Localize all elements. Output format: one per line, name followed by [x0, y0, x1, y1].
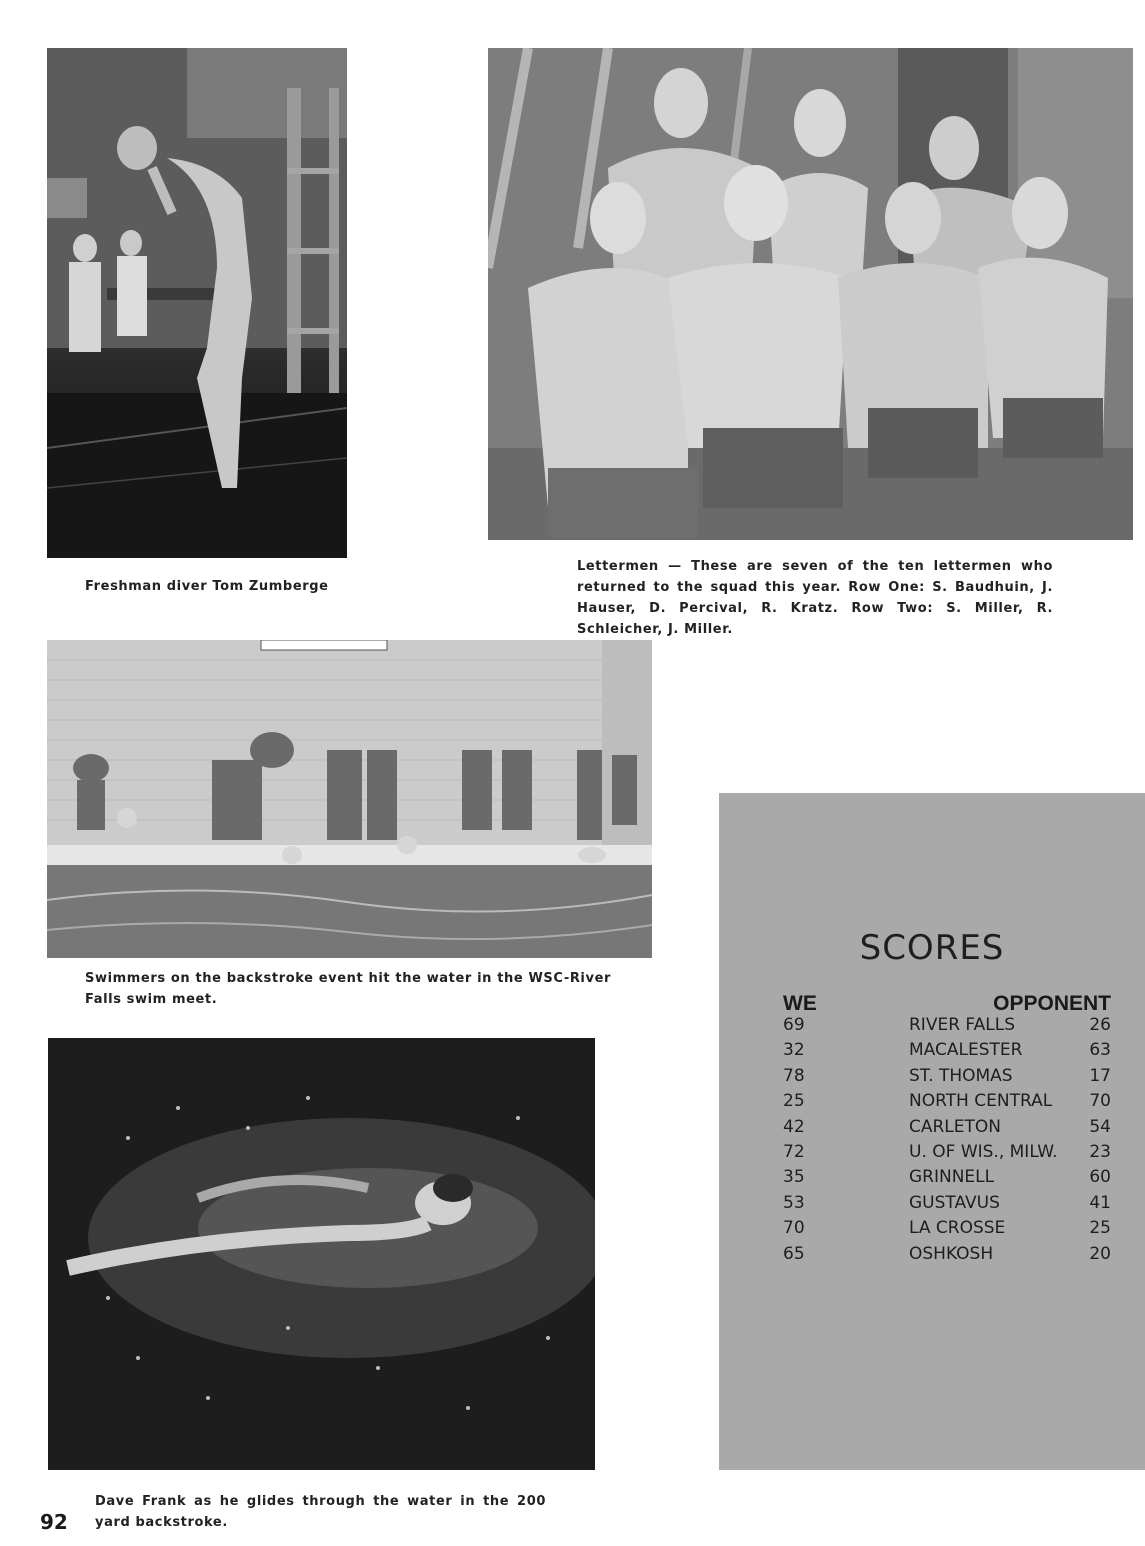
our-score: 35	[783, 1167, 805, 1188]
diver-caption: Freshman diver Tom Zumberge	[85, 579, 329, 594]
opponent-score: 25	[1089, 1218, 1111, 1239]
backstroke-start-photo	[47, 640, 652, 958]
lettermen-photo-illustration	[488, 48, 1133, 540]
our-score: 72	[783, 1141, 805, 1162]
scores-header-opponent: OPPONENT	[993, 992, 1111, 1015]
opponent-name: NORTH CENTRAL	[909, 1091, 1053, 1112]
opponent-score: 26	[1089, 1015, 1111, 1035]
our-score: 53	[783, 1192, 805, 1213]
score-row	[783, 1091, 1111, 1116]
score-row	[783, 1167, 1111, 1192]
scores-panel	[719, 793, 1145, 1470]
our-score: 78	[783, 1065, 805, 1086]
opponent-name: RIVER FALLS	[909, 1015, 1015, 1035]
scores-table	[783, 1015, 1111, 1269]
opponent-name: CARLETON	[909, 1116, 1002, 1137]
opponent-score: 54	[1089, 1116, 1111, 1137]
opponent-score: 17	[1089, 1065, 1111, 1086]
score-row	[783, 1015, 1111, 1040]
opponent-score: 63	[1089, 1040, 1111, 1061]
scores-title: SCORES	[859, 928, 1005, 968]
opponent-score: 41	[1089, 1192, 1111, 1213]
our-score: 70	[783, 1218, 805, 1239]
opponent-score: 60	[1089, 1167, 1111, 1188]
score-row	[783, 1066, 1111, 1091]
score-row	[783, 1244, 1111, 1269]
swimmer-photo-illustration	[48, 1038, 595, 1470]
opponent-name: MACALESTER	[909, 1040, 1023, 1061]
our-score: 32	[783, 1040, 805, 1061]
page-number: 92	[40, 1510, 68, 1534]
backstroke-start-photo-illustration	[47, 640, 652, 958]
diver-photo	[47, 48, 347, 558]
our-score: 69	[783, 1015, 805, 1035]
lettermen-photo	[488, 48, 1133, 540]
opponent-score: 70	[1089, 1091, 1111, 1112]
opponent-name: ST. THOMAS	[909, 1065, 1013, 1086]
our-score: 25	[783, 1091, 805, 1112]
swimmer-photo	[48, 1038, 595, 1470]
score-row	[783, 1117, 1111, 1142]
backstroke-caption: Swimmers on the backstroke event hit the water in the WSC-River Falls swim meet.	[85, 971, 611, 1007]
our-score: 65	[783, 1243, 805, 1264]
score-row	[783, 1040, 1111, 1065]
opponent-name: OSHKOSH	[909, 1243, 994, 1264]
opponent-score: 23	[1089, 1141, 1111, 1162]
diver-photo-illustration	[47, 48, 347, 558]
opponent-name: LA CROSSE	[909, 1218, 1006, 1239]
scores-header-we: WE	[783, 992, 817, 1015]
score-row	[783, 1193, 1111, 1218]
opponent-score: 20	[1089, 1243, 1111, 1264]
opponent-name: U. OF WIS., MILW.	[909, 1141, 1058, 1162]
opponent-name: GRINNELL	[909, 1167, 995, 1188]
score-row	[783, 1142, 1111, 1167]
score-row	[783, 1218, 1111, 1243]
opponent-name: GUSTAVUS	[909, 1192, 1000, 1213]
lettermen-caption: Lettermen — These are seven of the ten lettermen who returned to the squad this year. Row One: S. Baudhuin, J. Hauser, D. Percival, R. Kratz. Row Two: S. Miller, R. Schleicher, J. Miller.	[577, 559, 1053, 637]
swimmer-caption: Dave Frank as he glides through the water in the 200 yard backstroke.	[95, 1494, 546, 1530]
our-score: 42	[783, 1116, 805, 1137]
